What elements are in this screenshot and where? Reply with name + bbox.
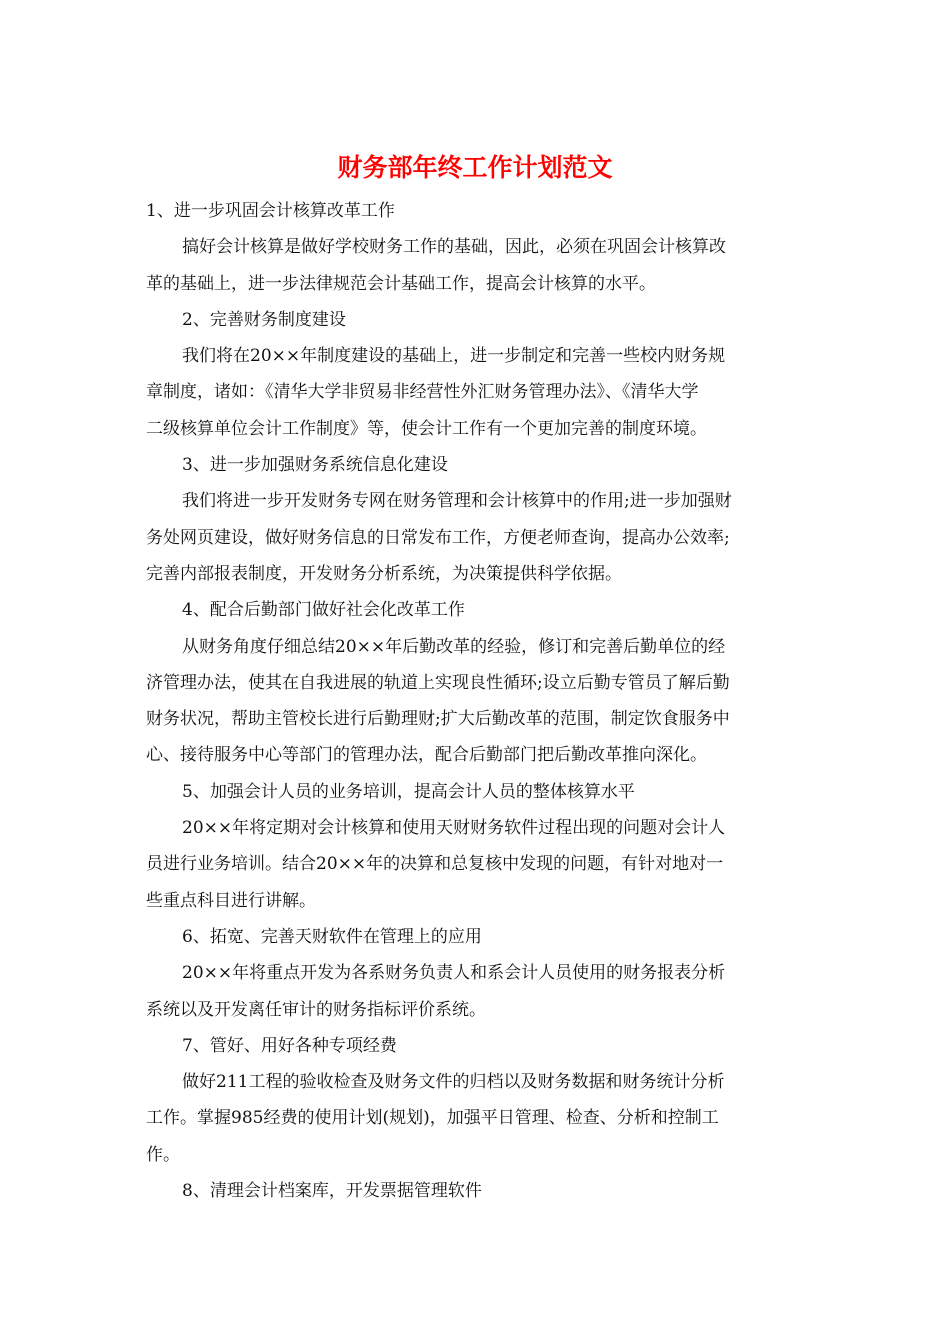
text-line: 搞好会计核算是做好学校财务工作的基础，因此，必须在巩固会计核算改 [182,237,726,258]
text-line: 2、完善财务制度建设 [182,309,346,330]
text-line: 务处网页建设，做好财务信息的日常发布工作，方便老师查询，提高办公效率; [146,527,730,548]
text-line: 些重点科目进行讲解。 [146,890,316,911]
text-line: 8、清理会计档案库，开发票据管理软件 [182,1181,482,1202]
text-line: 系统以及开发离任审计的财务指标评价系统。 [146,999,486,1020]
text-line: 从财务角度仔细总结20××年后勤改革的经验，修订和完善后勤单位的经 [182,636,726,657]
text-line: 3、进一步加强财务系统信息化建设 [182,455,448,476]
text-line: 我们将在20××年制度建设的基础上，进一步制定和完善一些校内财务规 [182,346,726,367]
text-line: 革的基础上，进一步法律规范会计基础工作，提高会计核算的水平。 [146,273,656,294]
text-line: 4、配合后勤部门做好社会化改革工作 [182,600,465,621]
text-line: 章制度，诸如：《清华大学非贸易非经营性外汇财务管理办法》、《清华大学 [146,382,699,403]
text-line: 20××年将定期对会计核算和使用天财财务软件过程出现的问题对会计人 [182,818,726,839]
text-line: 5、加强会计人员的业务培训，提高会计人员的整体核算水平 [182,781,635,802]
text-line: 7、管好、用好各种专项经费 [182,1035,397,1056]
text-line: 我们将进一步开发财务专网在财务管理和会计核算中的作用;进一步加强财 [182,491,732,512]
text-line: 完善内部报表制度，开发财务分析系统，为决策提供科学依据。 [146,563,622,584]
text-line: 做好211工程的验收检查及财务文件的归档以及财务数据和财务统计分析 [182,1072,725,1093]
text-line: 济管理办法，使其在自我进展的轨道上实现良性循环;设立后勤专管员了解后勤 [146,672,730,693]
text-line: 20××年将重点开发为各系财务负责人和系会计人员使用的财务报表分析 [182,963,726,984]
document-title: 财务部年终工作计划范文 [337,153,613,182]
document-body [146,193,802,1209]
text-line: 心、接待服务中心等部门的管理办法，配合后勤部门把后勤改革推向深化。 [146,745,707,766]
text-line: 6、拓宽、完善天财软件在管理上的应用 [182,926,482,947]
text-line: 作。 [146,1144,180,1165]
text-line: 工作。掌握985经费的使用计划(规划)，加强平日管理、检查、分析和控制工 [146,1108,719,1129]
text-line: 财务状况，帮助主管校长进行后勤理财;扩大后勤改革的范围，制定饮食服务中 [146,709,730,730]
text-line: 员进行业务培训。结合20××年的决算和总复核中发现的问题，有针对地对一 [146,854,724,875]
text-line: 1、进一步巩固会计核算改革工作 [146,201,395,221]
text-line: 二级核算单位会计工作制度》等，使会计工作有一个更加完善的制度环境。 [146,418,707,439]
